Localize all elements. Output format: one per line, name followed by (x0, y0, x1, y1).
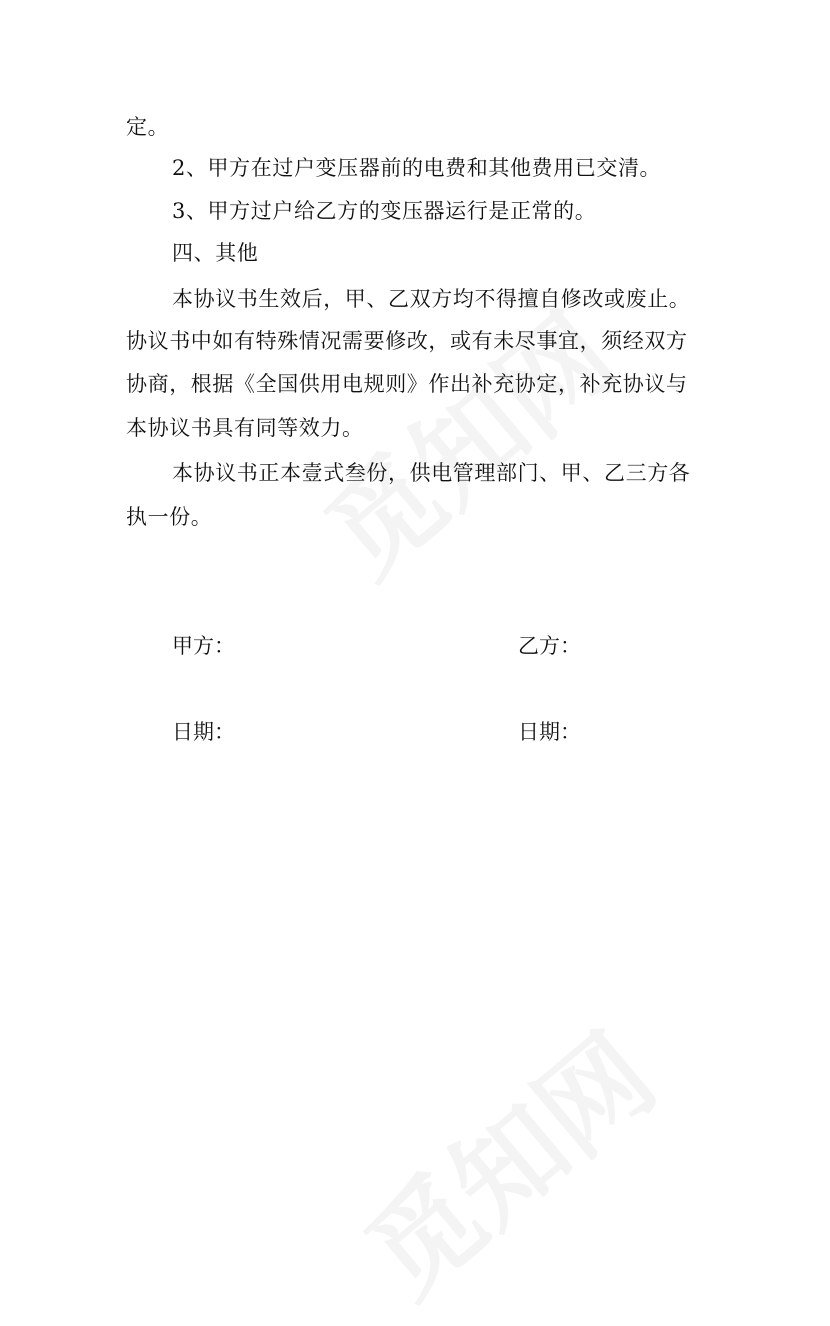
paragraph-line: 本协议书具有同等效力。 (126, 416, 364, 440)
section-heading: 四、其他 (172, 241, 259, 265)
paragraph-line: 定。 (126, 115, 170, 139)
paragraph-line: 本协议书正本壹式叁份，供电管理部门、甲、乙三方各 (172, 461, 691, 485)
paragraph-line: 协商，根据《全国供用电规则》作出补充协定，补充协议与 (126, 372, 688, 396)
watermark (328, 992, 682, 1325)
party-a-signature-label: 甲方： (172, 634, 235, 658)
paragraph-line: 执一份。 (126, 505, 213, 529)
clause-2: 2、甲方在过户变压器前的电费和其他费用已交清。 (172, 156, 662, 180)
clause-3: 3、甲方过户给乙方的变压器运行是正常的。 (172, 199, 597, 223)
party-b-signature-label: 乙方： (518, 634, 581, 658)
paragraph-line: 本协议书生效后，甲、乙双方均不得擅自修改或废止。 (172, 287, 691, 311)
paragraph-line: 协议书中如有特殊情况需要修改，或有未尽事宜，须经双方 (126, 329, 688, 353)
party-a-date-label: 日期： (172, 720, 235, 744)
party-b-date-label: 日期： (518, 720, 581, 744)
